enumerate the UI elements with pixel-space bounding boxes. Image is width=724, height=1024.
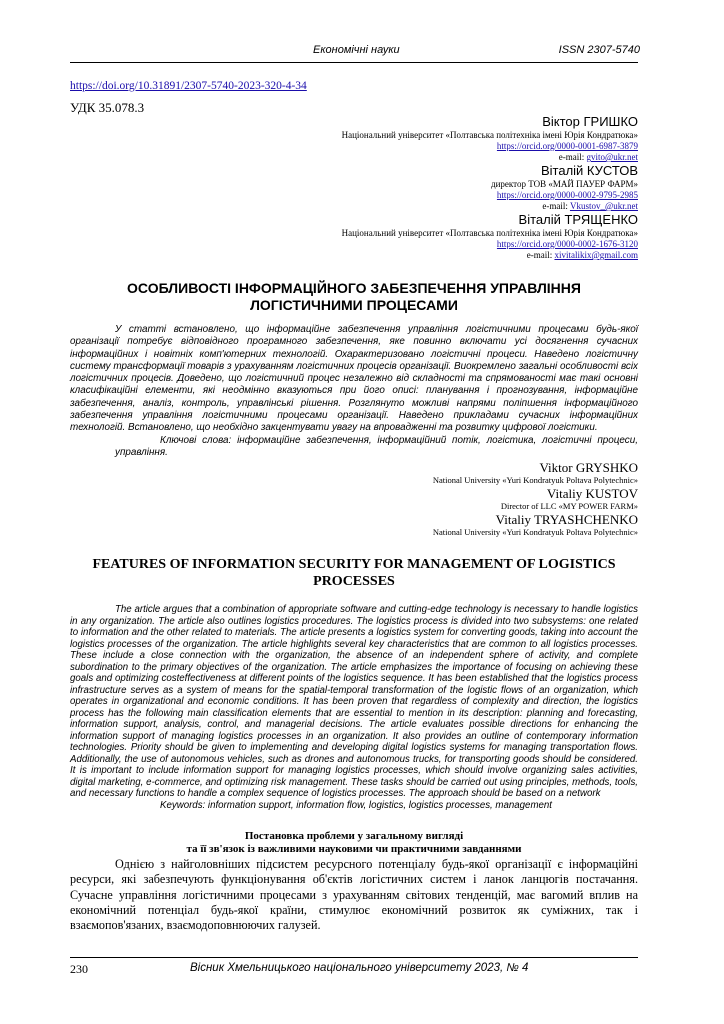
running-header-section: Економічні науки xyxy=(313,44,400,56)
body-paragraph: Однією з найголовніших підсистем ресурсного потенціалу будь-якої організації є інформаційні ресурси, які забезпечують функціонування об'єктів логістичних систем і ланок ланцюгів постачання. Сучасне управління логістичними процесами з урахуванням світових тенденцій, має вагомий вплив на економічний потенціал будь-якої країни, стимулює економічний розвиток як суміжних, так і взаємопов'язаних, взаємодоповнюючих галузей. xyxy=(70,857,638,933)
page-number: 230 xyxy=(70,962,88,976)
author-block xyxy=(342,163,638,212)
journal-footer: Вісник Хмельницького національного університету 2023, № 4 xyxy=(190,962,529,974)
abstract-en-text: The article argues that a combination of appropriate software and cutting-edge technology is necessary to handle logistics in any organization. The article also outlines logistics procedures. The logistics process is divided into two subsystems: one related to information and the other related to materials. The article presents a logistics system for converting goods, taking into account the logistics processes of the organization. The article highlights several key characteristics that are common to all logistics processes. These include a close connection with the organization, the absence of an independent sphere of activity, and complete subordination to the primary objectives of the organization. The article emphasizes the importance of focusing on achieving these goals and optimizing costeffectiveness at different points of the logistics sequence. It has been established that the logistics process infrastructure serves as a system of means for the spatial-temporal transformation of the logistic flows of an organization, which operates in organizational and economic conditions. It has been proven that regardless of complexity and direction, the logistics process has the following main classification elements that are essential to mention in its description: planning and forecasting, information support, analysis, control, and managerial decisions. The article evaluates possible directions for enhancing the information support of managing logistics processes in an organization. It also provides an outline of contemporary information technologies. Priority should be given to implementing and developing digital logistics systems for managing transportation flows. Additionally, the use of autonomous vehicles, such as drones and autonomous trucks, for transporting goods should be considered. It is important to include information support for managing logistics processes, which should involve organizing sales activities, digital marketing, e-commerce, and optimizing risk management. These tasks should be carried out using principles, methods, tools, and necessary functions to handle a complex sequence of logistics processes. The approach should be based on a network xyxy=(70,604,638,799)
udk-code: УДК 35.078.3 xyxy=(70,100,145,115)
author-affiliation-en: Director of LLC «MY POWER FARM» xyxy=(500,501,638,511)
author-affiliation: Національний університет «Полтавська політехніка імені Юрія Кондратюка» xyxy=(341,130,638,140)
author-email-row: e-mail: Vkustov_@ukr.net xyxy=(542,201,638,211)
footer-rule xyxy=(70,957,638,958)
article-title-ua: ОСОБЛИВОСТІ ІНФОРМАЦІЙНОГО ЗАБЕЗПЕЧЕННЯ УПРАВЛІННЯ ЛОГІСТИЧНИМИ ПРОЦЕСАМИ xyxy=(127,280,581,313)
author-affiliation: Національний університет «Полтавська політехніка імені Юрія Кондратюка» xyxy=(341,228,638,238)
abstract-en xyxy=(70,604,638,811)
author-email-row: e-mail: gvito@ukr.net xyxy=(558,152,638,162)
section-heading xyxy=(70,830,638,856)
author-affiliation-en: National University «Yuri Kondratyuk Poltava Polytechnic» xyxy=(432,475,638,485)
author-affiliation-en: National University «Yuri Kondratyuk Poltava Polytechnic» xyxy=(432,527,638,537)
body-text xyxy=(70,857,638,933)
keywords-en: Keywords: information support, information flow, logistics, logistics processes, management xyxy=(160,799,552,811)
authors-ua xyxy=(342,114,638,261)
authors-en xyxy=(433,460,638,538)
email-link[interactable]: Vkustov_@ukr.net xyxy=(569,201,638,211)
author-affiliation: директор ТОВ «МАЙ ПАУЕР ФАРМ» xyxy=(491,179,638,189)
email-link[interactable]: xivitalikix@gmail.com xyxy=(554,250,638,260)
orcid-link[interactable]: https://orcid.org/0000-0001-6987-3879 xyxy=(496,141,638,151)
article-title-en: FEATURES OF INFORMATION SECURITY FOR MANAGEMENT OF LOGISTICS PROCESSES xyxy=(92,557,616,589)
author-name: Віктор ГРИШКО xyxy=(542,114,638,129)
author-email-row: e-mail: xivitalikix@gmail.com xyxy=(526,250,638,260)
abstract-ua xyxy=(70,324,638,459)
orcid-link[interactable]: https://orcid.org/0000-0002-1676-3120 xyxy=(496,239,638,249)
author-block xyxy=(342,212,638,261)
header-rule xyxy=(70,62,638,63)
author-name: Віталій КУСТОВ xyxy=(540,163,638,178)
running-header-issn: ISSN 2307-5740 xyxy=(558,44,640,56)
doi-link[interactable]: https://doi.org/10.31891/2307-5740-2023-320-4-34 xyxy=(70,80,307,92)
author-name: Віталій ТРЯЩЕНКО xyxy=(518,212,638,227)
keywords-ua: Ключові слова: інформаційне забезпечення, інформаційний потік, логістика, логістичні процеси, управління. xyxy=(115,434,638,458)
section-heading-line: Постановка проблеми у загальному вигляді xyxy=(244,830,464,842)
email-link[interactable]: gvito@ukr.net xyxy=(586,152,638,162)
author-name-en: Vitaliy KUSTOV xyxy=(546,486,638,501)
abstract-ua-text: У статті встановлено, що інформаційне забезпечення управління логістичними процесами будь-якої організації потребує відповідного програмного забезпечення, яке повинно включати усі досягнення сучасних інформаційних і новітніх комп'ютерних технологій. Охарактеризовано логістичні процеси. Наведено логістичну систему трансформації товарів з урахуванням логістичних процесів організації. Виокремлено загальні особливості всіх логістичних процесів. Доведено, що логістичний процес незалежно від складності та спрямованості має такі основні класифікаційні елементи, які неодмінно вказуються при його описі: планування і прогнозування, інформаційне забезпечення, аналіз, контроль, управлінські рішення. Розглянуто можливі напрями поліпшення інформаційного забезпечення управління логістичними процесами організації. Наведено прикладами сучасних інформаційних технологій. Встановлено, що необхідно закцентувати увагу на впровадженні та розвитку цифрової логістики. xyxy=(70,324,638,434)
author-block xyxy=(342,114,638,163)
author-name-en: Viktor GRYSHKO xyxy=(539,460,638,475)
orcid-link[interactable]: https://orcid.org/0000-0002-9795-2985 xyxy=(496,190,638,200)
section-heading-line: та її зв'язок із важливими науковими чи практичними завданнями xyxy=(186,843,522,855)
author-name-en: Vitaliy TRYASHCHENKO xyxy=(495,512,638,527)
